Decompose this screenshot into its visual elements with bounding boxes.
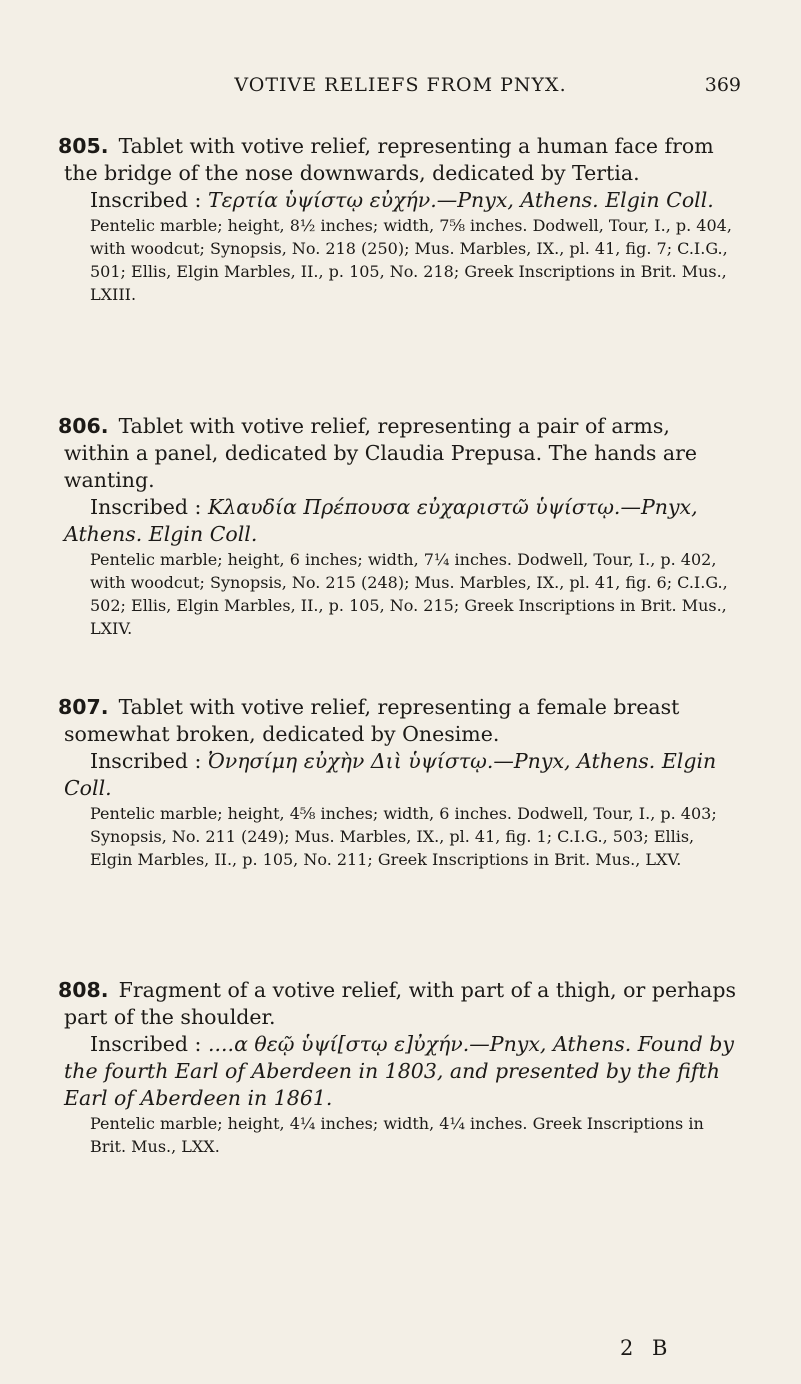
inscribed-label: Inscribed :	[90, 188, 202, 212]
greek-inscription: Κλαυδία Πρέπουσα εὐχαριστῶ ὑψίστῳ.	[208, 495, 621, 519]
page-number: 369	[704, 74, 741, 96]
provenance: —Pnyx, Athens. Elgin Coll.	[436, 188, 714, 212]
entry-number: 808.	[58, 978, 109, 1002]
catalogue-entry-808	[58, 977, 741, 1158]
entry-inscription	[58, 494, 741, 548]
inscribed-label: Inscribed :	[90, 749, 202, 773]
entry-inscription	[58, 748, 741, 802]
provenance: —Pnyx, Athens. Found by the fourth Earl of Aberdeen in 1803, and presented by the fifth Earl of Aberdeen in 1861.	[64, 1032, 734, 1110]
bibliographic-note: Pentelic marble; height, 6 inches; width, 7¼ inches. Dodwell, Tour, I., p. 402, with woodcut; Synopsis, No. 215 (248); Mus. Marbles, IX., pl. 41, fig. 6; C.I.G., 502; Ellis, Elgin Marbles, II., p. 105, No. 215; Greek Inscriptions in Brit. Mus., LXIV.	[90, 550, 728, 638]
catalogue-entry-806	[58, 413, 741, 640]
catalogue-entry-805	[58, 133, 741, 306]
entry-number: 807.	[58, 695, 109, 719]
entry-inscription	[58, 187, 741, 214]
entry-number: 806.	[58, 414, 109, 438]
bibliographic-note: Pentelic marble; height, 4¼ inches; width, 4¼ inches. Greek Inscriptions in Brit. Mus., LXX.	[90, 1114, 704, 1156]
entry-description-text: Fragment of a votive relief, with part of a thigh, or perhaps part of the shoulder.	[64, 978, 736, 1029]
inscribed-label: Inscribed :	[90, 1032, 202, 1056]
catalogue-entry-807	[58, 694, 741, 871]
greek-inscription: Ὀνησίμη εὐχὴν Διὶ ὑψίστῳ.	[208, 749, 494, 773]
greek-inscription: Τερτία ὑψίστῳ εὐχήν.	[208, 188, 437, 212]
inscribed-label: Inscribed :	[90, 495, 202, 519]
running-title: VOTIVE RELIEFS FROM PNYX.	[234, 74, 567, 96]
entry-description	[58, 133, 741, 187]
page-header	[60, 74, 741, 104]
entry-description-text: Tablet with votive relief, representing a human face from the bridge of the nose downwards, dedicated by Tertia.	[64, 134, 714, 185]
signature-mark: 2 B	[620, 1336, 674, 1360]
bibliographic-note: Pentelic marble; height, 8½ inches; width, 7⅝ inches. Dodwell, Tour, I., p. 404, with woodcut; Synopsis, No. 218 (250); Mus. Marbles, IX., pl. 41, fig. 7; C.I.G., 501; Ellis, Elgin Marbles, II., p. 105, No. 218; Greek Inscriptions in Brit. Mus., LXIII.	[90, 216, 732, 304]
greek-inscription: ....α θεῷ ὑψί[στῳ ε]ὐχήν.	[208, 1032, 470, 1056]
entry-description	[58, 413, 741, 494]
entry-description	[58, 694, 741, 748]
entry-inscription	[58, 1031, 741, 1112]
entry-number: 805.	[58, 134, 109, 158]
bibliographic-note: Pentelic marble; height, 4⅝ inches; width, 6 inches. Dodwell, Tour, I., p. 403; Synopsis, No. 211 (249); Mus. Marbles, IX., pl. 41, fig. 1; C.I.G., 503; Ellis, Elgin Marbles, II., p. 105, No. 211; Greek Inscriptions in Brit. Mus., LXV.	[90, 804, 717, 869]
entry-description-text: Tablet with votive relief, representing a pair of arms, within a panel, dedicated by Claudia Prepusa. The hands are wanting.	[64, 414, 698, 492]
entry-description-text: Tablet with votive relief, representing a female breast somewhat broken, dedicated by Onesime.	[64, 695, 680, 746]
provenance: —Pnyx, Athens. Elgin Coll.	[64, 749, 717, 800]
entry-description	[58, 977, 741, 1031]
provenance: —Pnyx, Athens. Elgin Coll.	[64, 495, 698, 546]
